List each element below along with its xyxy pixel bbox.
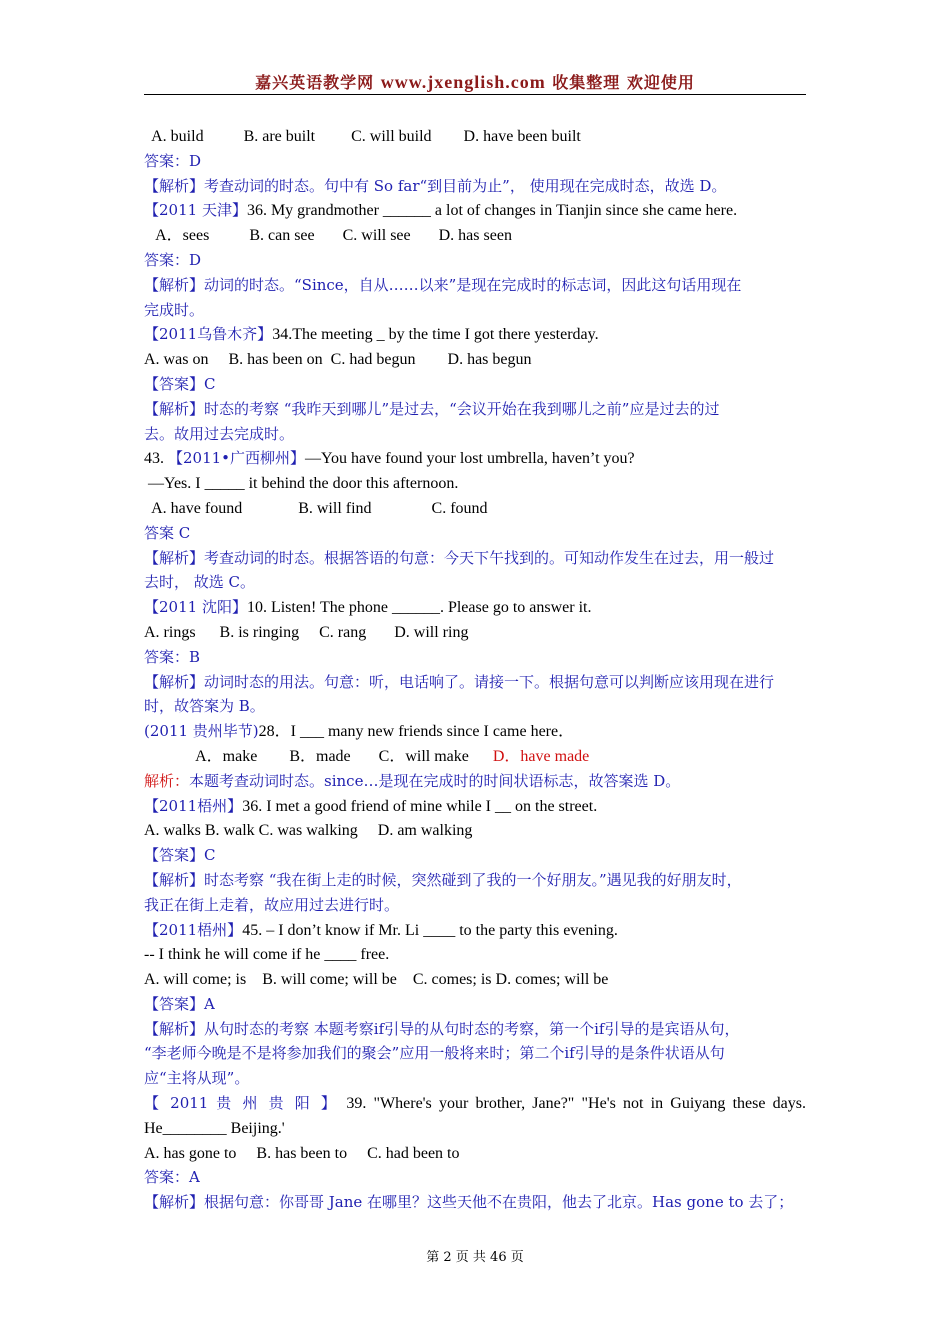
text-line (144, 620, 806, 645)
header-url: www.jxenglish.com (380, 72, 546, 92)
line-text: 【解析】动词时态的用法。句意：听，电话响了。请接一下。根据句意可以判断应该用现在进行 (144, 672, 775, 691)
question-text: 28．I ___ many new friends since I came here． (258, 723, 575, 741)
text-line (144, 1165, 806, 1190)
line-text: A. build B. are built C. will build D. have been built (144, 128, 581, 145)
text-line (144, 1141, 806, 1166)
text-line (144, 645, 806, 670)
header-left: 嘉兴英语教学网 (255, 73, 381, 92)
question-text: 39. "Where's your brother, Jane?" "He's not in Guiyang these days. (339, 1095, 806, 1113)
line-text: 【解析】考查动词的时态。根据答语的句意：今天下午找到的。可知动作发生在过去，用一般过 (144, 548, 775, 567)
text-line (144, 769, 806, 794)
line-text: A. rings B. is ringing C. rang D. will ring (144, 623, 469, 641)
question-source: 【2011梧州】 (144, 796, 243, 815)
question-source: 【2011梧州】 (144, 920, 243, 939)
line-text: 答案：D (144, 151, 202, 170)
text-line (144, 347, 806, 372)
line-text: A. will come; is B. will come; will be C. comes; is D. comes; will be (144, 971, 609, 989)
text-line (144, 868, 806, 893)
text-line (144, 1190, 806, 1215)
line-text: A. have found B. will find C. found (144, 499, 488, 517)
question-text: —You have found your lost umbrella, haven’t you? (305, 450, 635, 468)
text-line (144, 174, 806, 199)
line-text: 完成时。 (144, 300, 205, 319)
question-source: 【2011•广西柳州】 (168, 449, 306, 468)
line-text: 时，故答案为 B。 (144, 697, 265, 716)
text-line (144, 198, 806, 223)
text-line (144, 471, 806, 496)
text-line (144, 843, 806, 868)
text-line (144, 1017, 806, 1042)
analysis-label: 解析： (144, 771, 190, 790)
question-source: 【2011乌鲁木齐】 (144, 325, 273, 344)
text-line (144, 223, 806, 248)
line-text: He________ Beijing.' (144, 1119, 285, 1137)
line-text: 【答案】A (144, 994, 215, 1013)
question-number: 43. (144, 450, 168, 468)
line-text: 【解析】根据句意：你哥哥 Jane 在哪里？这些天他不在贵阳，他去了北京。Has gone to 去了； (144, 1193, 794, 1212)
line-text: 答案 C (144, 523, 191, 542)
text-line (144, 372, 806, 397)
line-text: 【解析】动词的时态。“Since，自从……以来”是现在完成时的标志词，因此这句话用现在 (144, 275, 742, 294)
line-text: —Yes. I _____ it behind the door this afternoon. (144, 475, 459, 493)
text-line (144, 818, 806, 843)
text-line (144, 1091, 806, 1116)
line-text: A. was on B. has been on C. had begun D. has begun (144, 351, 532, 369)
line-text: 去。故用过去完成时。 (144, 424, 295, 443)
line-text: 答案：D (144, 250, 202, 269)
line-text: 答案：B (144, 647, 201, 666)
text-line (144, 694, 806, 719)
page-header (144, 70, 806, 95)
text-line (144, 496, 806, 521)
page-footer: 第 2 页 共 46 页 (426, 1250, 524, 1265)
text-line (144, 124, 806, 149)
document-body (144, 124, 806, 1215)
analysis-text: 本题考查动词时态。since…是现在完成时的时间状语标志，故答案选 D。 (189, 771, 681, 790)
line-text: 答案：A (144, 1168, 200, 1187)
line-text: 应“主将从现”。 (144, 1069, 250, 1088)
text-line (144, 322, 806, 347)
text-line (144, 595, 806, 620)
line-text: “李老师今晚是不是将参加我们的聚会”应用一般将来时；第二个if引导的是条件状语从句 (144, 1044, 725, 1063)
text-line (144, 967, 806, 992)
text-line (144, 422, 806, 447)
header-right: 收集整理 欢迎使用 (545, 73, 695, 92)
line-text: 我正在街上走着，故应用过去进行时。 (144, 895, 400, 914)
line-text: 【解析】时态的考察 “我昨天到哪儿”是过去，“会议开始在我到哪儿之前”应是过去的过 (144, 399, 720, 418)
line-text: A．sees B. can see C. will see D. has seen (144, 227, 512, 245)
question-text: 10. Listen! The phone ______. Please go to answer it. (246, 599, 592, 617)
text-line (144, 918, 806, 943)
text-line (144, 248, 806, 273)
text-line (144, 397, 806, 422)
text-line (144, 744, 806, 769)
text-line (144, 942, 806, 967)
question-text: 45. – I don’t know if Mr. Li ____ to the party this evening. (242, 921, 618, 939)
text-line (144, 521, 806, 546)
text-line (144, 1066, 806, 1091)
line-text: 【解析】时态考察 “我在街上走的时候，突然碰到了我的一个好朋友。”遇见我的好朋友时， (144, 870, 742, 889)
text-line (144, 670, 806, 695)
text-line (144, 546, 806, 571)
line-text: 去时， 故选 C。 (144, 573, 256, 592)
text-line (144, 273, 806, 298)
line-text: 【答案】C (144, 374, 216, 393)
line-text: A．make B．made C．will make (144, 747, 493, 765)
text-line (144, 719, 806, 744)
line-text: A. walks B. walk C. was walking D. am walking (144, 822, 473, 840)
question-source: 【 2011 贵 州 贵 阳 】 (144, 1094, 340, 1113)
question-text: 36. I met a good friend of mine while I __ on the street. (242, 797, 598, 815)
text-line (144, 893, 806, 918)
text-line (144, 149, 806, 174)
answer-highlight: D．have made (492, 747, 590, 765)
text-line (144, 570, 806, 595)
text-line (144, 1041, 806, 1066)
line-text: 【答案】C (144, 846, 216, 865)
text-line (144, 992, 806, 1017)
question-source: 【2011 沈阳】 (144, 598, 247, 617)
question-text: 34.The meeting _ by the time I got there yesterday. (272, 326, 599, 344)
question-source: 【2011 天津】 (144, 201, 247, 220)
line-text: 【解析】考查动词的时态。句中有 So far“到目前为止”， 使用现在完成时态，故选 D。 (144, 176, 727, 195)
line-text: 【解析】从句时态的考察 本题考察if引导的从句时态的考察，第一个if引导的是宾语从句， (144, 1019, 740, 1038)
text-line (144, 446, 806, 471)
line-text: A. has gone to B. has been to C. had been to (144, 1144, 460, 1162)
line-text: -- I think he will come if he ____ free. (144, 946, 390, 964)
question-text: 36. My grandmother ______ a lot of changes in Tianjin since she came here. (246, 202, 738, 220)
text-line (144, 298, 806, 323)
text-line (144, 794, 806, 819)
question-source: (2011 贵州毕节) (144, 722, 259, 741)
text-line (144, 1116, 806, 1141)
